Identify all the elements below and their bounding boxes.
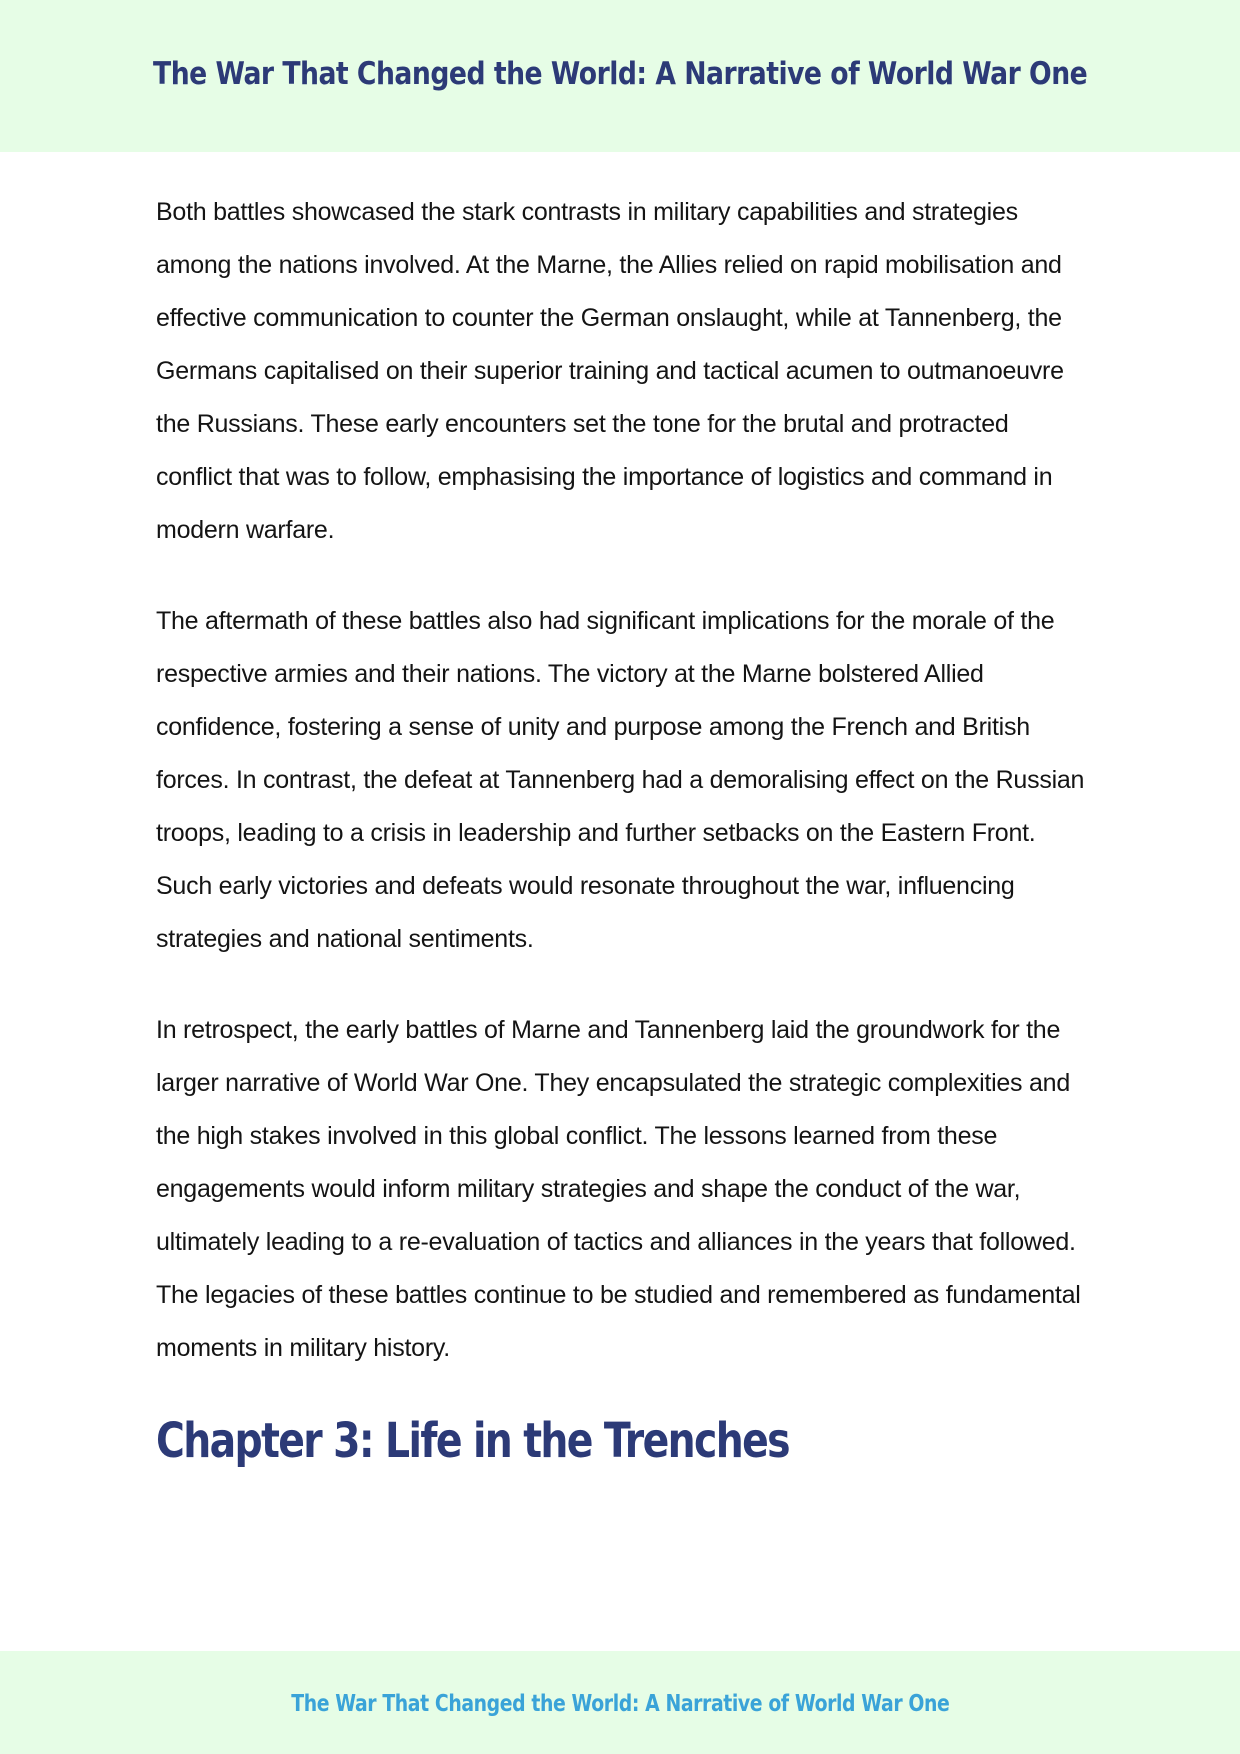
footer-title: The War That Changed the World: A Narrative of World War One — [290, 1690, 950, 1717]
header-title: The War That Changed the World: A Narrative of World War One — [152, 56, 1088, 92]
body-paragraph-3: In retrospect, the early battles of Marne and Tannenberg laid the groundwork for the larger narrative of World War One. They encapsulated the strategic complexities and the high stakes involved in this global conflict. The lessons learned from these engagements would inform military strategies and shape the conduct of the war, ultimately leading to a re-evaluation of tactics and alliances in the years that followed. The legacies of these battles continue to be studied and remembered as fundamental moments in military history. — [156, 1016, 1081, 1362]
page-footer — [0, 1651, 1240, 1754]
body-paragraph-2: The aftermath of these battles also had significant implications for the morale of the respective armies and their nations. The victory at the Marne bolstered Allied confidence, fostering a sense of unity and purpose among the French and British forces. In contrast, the defeat at Tannenberg had a demoralising effect on the Russian troops, leading to a crisis in leadership and further setbacks on the Eastern Front. Such early victories and defeats would resonate throughout the war, influencing strategies and national sentiments. — [156, 607, 1085, 953]
chapter-heading: Chapter 3: Life in the Trenches — [156, 1413, 789, 1469]
page-content — [156, 186, 1086, 1469]
body-paragraph-1: Both battles showcased the stark contrasts in military capabilities and strategies among the nations involved. At the Marne, the Allies relied on rapid mobilisation and effective communication to counter the German onslaught, while at Tannenberg, the Germans capitalised on their superior training and tactical acumen to outmanoeuvre the Russians. These early encounters set the tone for the brutal and protracted conflict that was to follow, emphasising the importance of logistics and command in modern warfare. — [156, 198, 1064, 544]
page-header — [0, 0, 1240, 152]
